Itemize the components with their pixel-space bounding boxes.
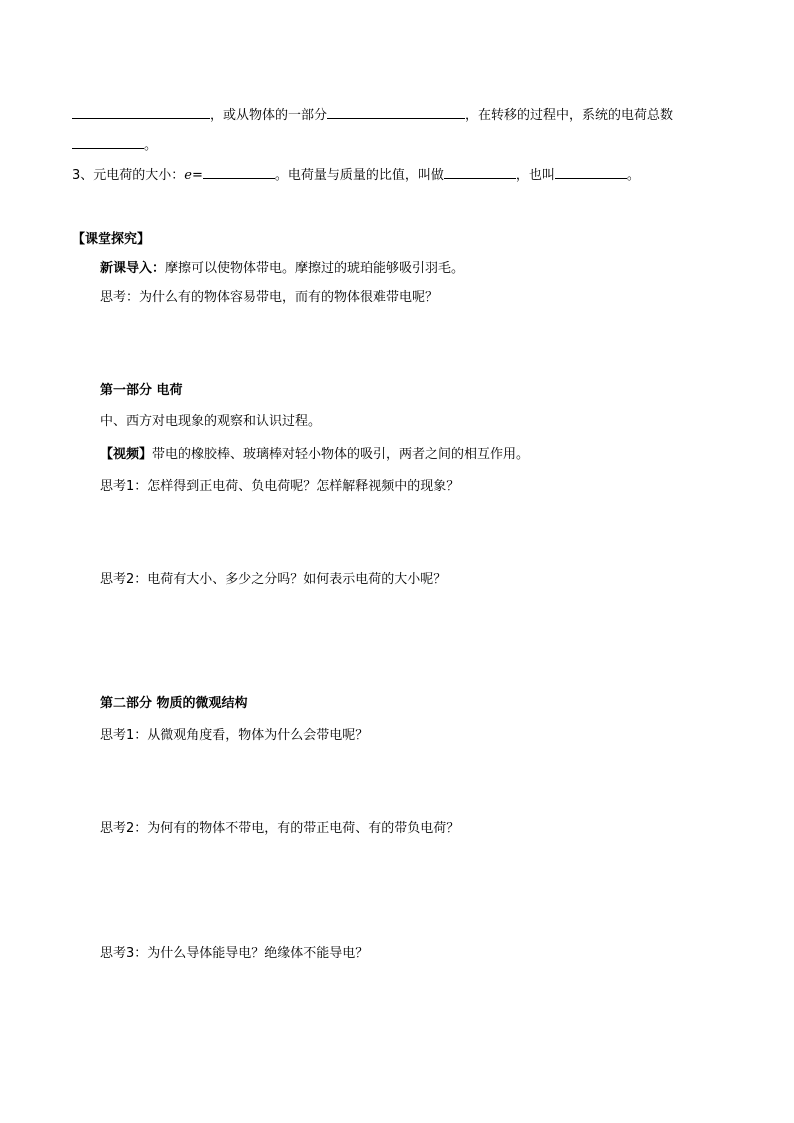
line1-text-a: ，或从物体的一部分 (210, 108, 328, 123)
video-line (100, 446, 529, 464)
line3-text-a: 。电荷量与质量的比值，叫做 (274, 168, 444, 183)
line3-text-c: 。 (626, 168, 640, 183)
elementary-charge-symbol: e (184, 168, 192, 183)
part2-question-3: 思考3：为什么导体能导电？绝缘体不能导电？ (100, 946, 369, 961)
line2-text-a: 。 (144, 138, 158, 153)
part1-question-2: 思考2：电荷有大小、多少之分吗？如何表示电荷的大小呢？ (100, 572, 447, 587)
part1-heading: 第一部分 电荷 (100, 383, 183, 398)
part2-question-2: 思考2：为何有的物体不带电，有的带正电荷、有的带负电荷？ (100, 821, 460, 836)
answer-blank-1[interactable] (72, 104, 210, 119)
answer-blank-4[interactable] (203, 164, 275, 179)
intro-line (100, 260, 464, 278)
part1-history: 中、西方对电现象的观察和认识过程。 (100, 414, 322, 429)
part2-heading: 第二部分 物质的微观结构 (100, 696, 248, 711)
fill-line-1 (72, 104, 673, 122)
line3-prefix: 3、元电荷的大小： (72, 168, 185, 183)
fill-line-3 (72, 164, 640, 182)
intro-question: 思考：为什么有的物体容易带电，而有的物体很难带电呢？ (100, 290, 439, 305)
line3-text-b: ，也叫 (515, 168, 555, 183)
answer-blank-6[interactable] (555, 164, 627, 179)
answer-blank-3[interactable] (72, 134, 144, 149)
equals-sign: = (191, 168, 203, 183)
section-heading: 【课堂探究】 (72, 232, 151, 247)
part2-question-1: 思考1：从微观角度看，物体为什么会带电呢？ (100, 728, 369, 743)
line1-text-b: ，在转移的过程中，系统的电荷总数 (465, 108, 674, 123)
video-text: 带电的橡胶棒、玻璃棒对轻小物体的吸引，两者之间的相互作用。 (152, 447, 530, 462)
intro-label: 新课导入： (100, 261, 166, 276)
video-label: 【视频】 (100, 447, 153, 462)
intro-text: 摩擦可以使物体带电。摩擦过的琥珀能够吸引羽毛。 (165, 261, 465, 276)
answer-blank-2[interactable] (327, 104, 465, 119)
fill-line-2 (72, 134, 157, 152)
part1-question-1: 思考1：怎样得到正电荷、负电荷呢？怎样解释视频中的现象？ (100, 479, 460, 494)
answer-blank-5[interactable] (444, 164, 516, 179)
